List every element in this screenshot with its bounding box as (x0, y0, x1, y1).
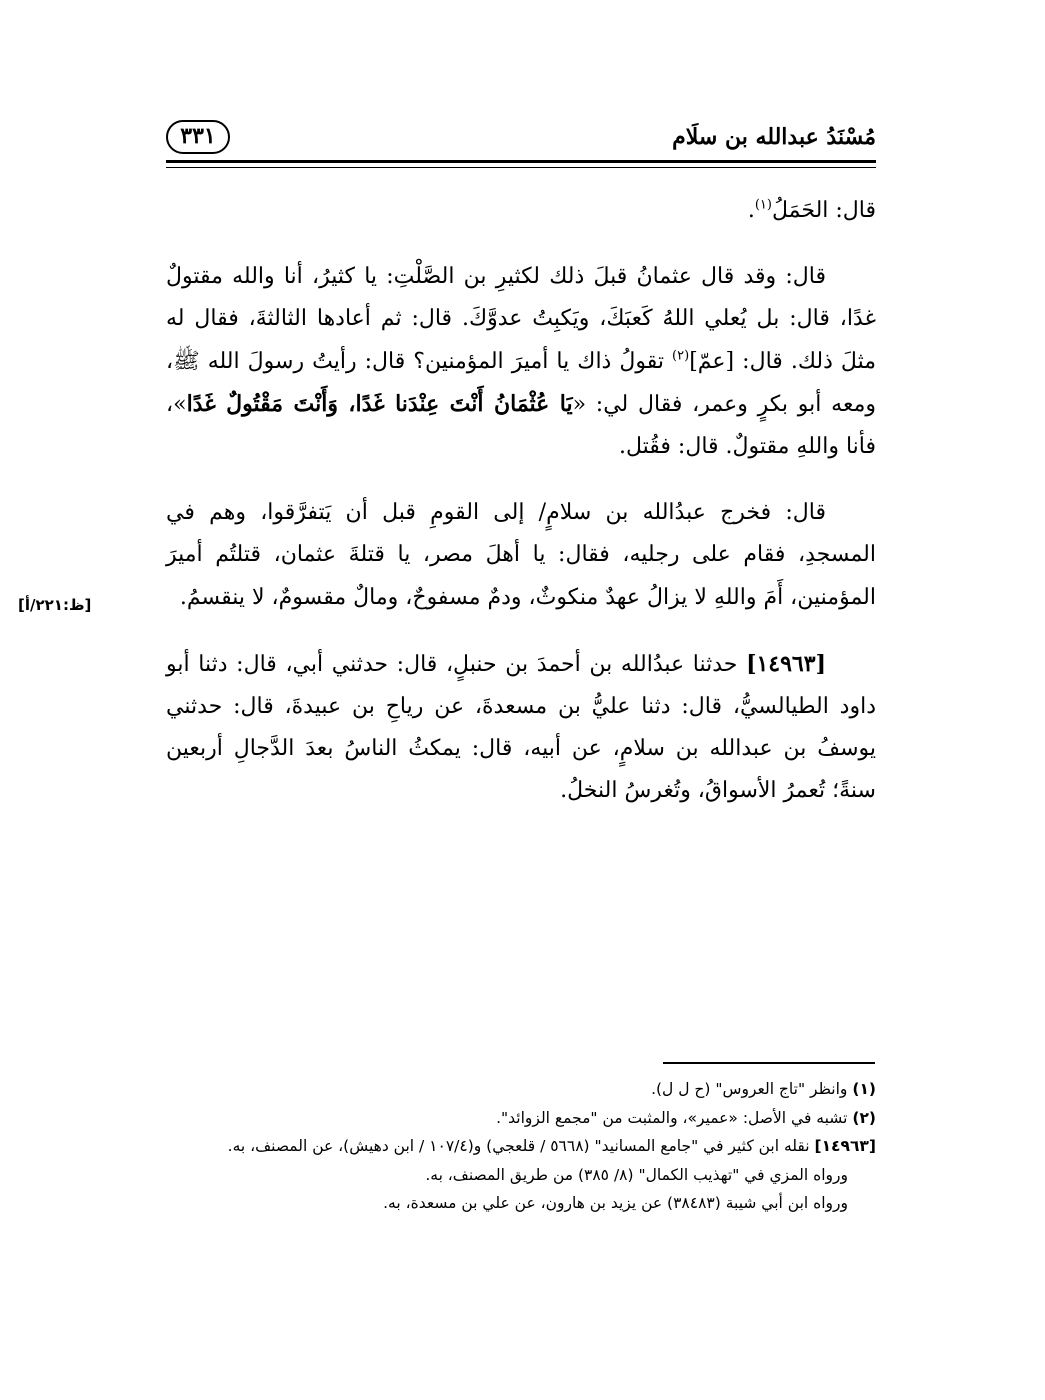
page-number: ٣٣١ (166, 120, 230, 154)
footnote-3 (166, 1132, 876, 1161)
footnote-2-text: تشبه في الأصل: «عمير»، والمثبت من "مجمع الزوائد". (496, 1108, 853, 1127)
footnotes (166, 1075, 876, 1218)
footnote-3-continuation-1: ورواه المزي في "تهذيب الكمال" (٨/ ٣٨٥) من طريق المصنف، به. (425, 1165, 848, 1184)
paragraph-2-part-b: تقولُ ذاك يا أميرَ المؤمنين؟ قال: رأيتُ رسولَ الله ﷺ، ومعه أبو بكرٍ وعمر، فقال لي: « (166, 348, 876, 417)
running-title: مُسْنَدُ عبدالله بن سلَام (672, 124, 876, 150)
hadith-number: [١٤٩٦٣] (746, 650, 826, 677)
footnote-3-continuation-2: ورواه ابن أبي شيبة (٣٨٤٨٣) عن يزيد بن هارون، عن علي بن مسعدة، به. (383, 1194, 848, 1213)
footnote-ref-1[interactable]: (١) (754, 197, 772, 213)
footnote-2 (166, 1104, 876, 1133)
paragraph-3: قال: فخرج عبدُالله بن سلامٍ/ إلى القومِ قبل أن يَتفرَّقوا، وهم في المسجدِ، فقام على رجليه، فقال: يا أهلَ مصر، يا قتلةَ عثمان، قتلتُم أميرَ المؤمنين، أَمَ واللهِ لا يزالُ عهدٌ منكوثٌ، ودمٌ مسفوحٌ، ومالٌ مقسومٌ، لا ينقسمُ. (166, 500, 876, 610)
footnote-1-number: (١) (852, 1080, 876, 1098)
paragraph-2-part-a: قال: وقد قال عثمانُ قبلَ ذلك لكثيرِ بن الصَّلْتِ: يا كثيرُ، أنا والله مقتولٌ غدًا، قال: بل يُعلي اللهُ كَعبَكَ، ويَكبِتُ عدوَّكَ. قال: ثم أعادها الثالثةَ، فقال له مثلَ ذلك. قال: [عمّ] (166, 264, 876, 374)
footnote-ref-2[interactable]: (٢) (672, 348, 690, 364)
paragraph-4-text: حدثنا عبدُالله بن أحمدَ بن حنبلٍ، قال: حدثني أبي، قال: دثنا أبو داود الطيالسيُّ، قال: دثنا عليُّ بن مسعدةَ، عن رياحِ بن عبيدةَ، قال: حدثني يوسفُ بن عبدالله بن سلامٍ، عن أبيه، قال: يمكثُ الناسُ بعدَ الدَّجالِ أربعين سنةً؛ تُعمرُ الأسواقُ، وتُغرسُ النخلُ. (166, 651, 876, 804)
header-rule-thick (166, 160, 876, 163)
paragraph-1 (166, 190, 876, 232)
page-header (166, 112, 876, 172)
paragraph-1-end: . (747, 198, 755, 223)
paragraph-1-text: قال: الحَمَلُ (771, 198, 876, 223)
main-text (166, 190, 876, 813)
paragraph-2 (166, 256, 876, 468)
footnote-1 (166, 1075, 876, 1104)
footnote-2-number: (٢) (852, 1108, 876, 1127)
footnote-3-number: [١٤٩٦٣] (814, 1137, 876, 1156)
footnote-3-text: نقله ابن كثير في "جامع المسانيد" (٥٦٦٨ / قلعجي) و(١٠٧/٤ / ابن دهيش)، عن المصنف، به. (227, 1137, 815, 1156)
paragraph-2-part-c: »، فأنا واللهِ مقتولٌ. قال: فقُتل. (166, 391, 876, 460)
header-rule-thin (166, 167, 876, 168)
footnote-1-text: وانظر "تاج العروس" (ح ل ل). (651, 1080, 853, 1098)
footnote-separator (663, 1062, 875, 1064)
hadith-quote: يَا عُثْمَانُ أَنْتَ عِنْدَنا غَدًا، وَأَنْتَ مَقْتُولٌ غَدًا (186, 390, 573, 417)
paragraph-4 (166, 643, 876, 813)
margin-manuscript-note: [ظ:٢٢١/أ] (18, 596, 92, 614)
